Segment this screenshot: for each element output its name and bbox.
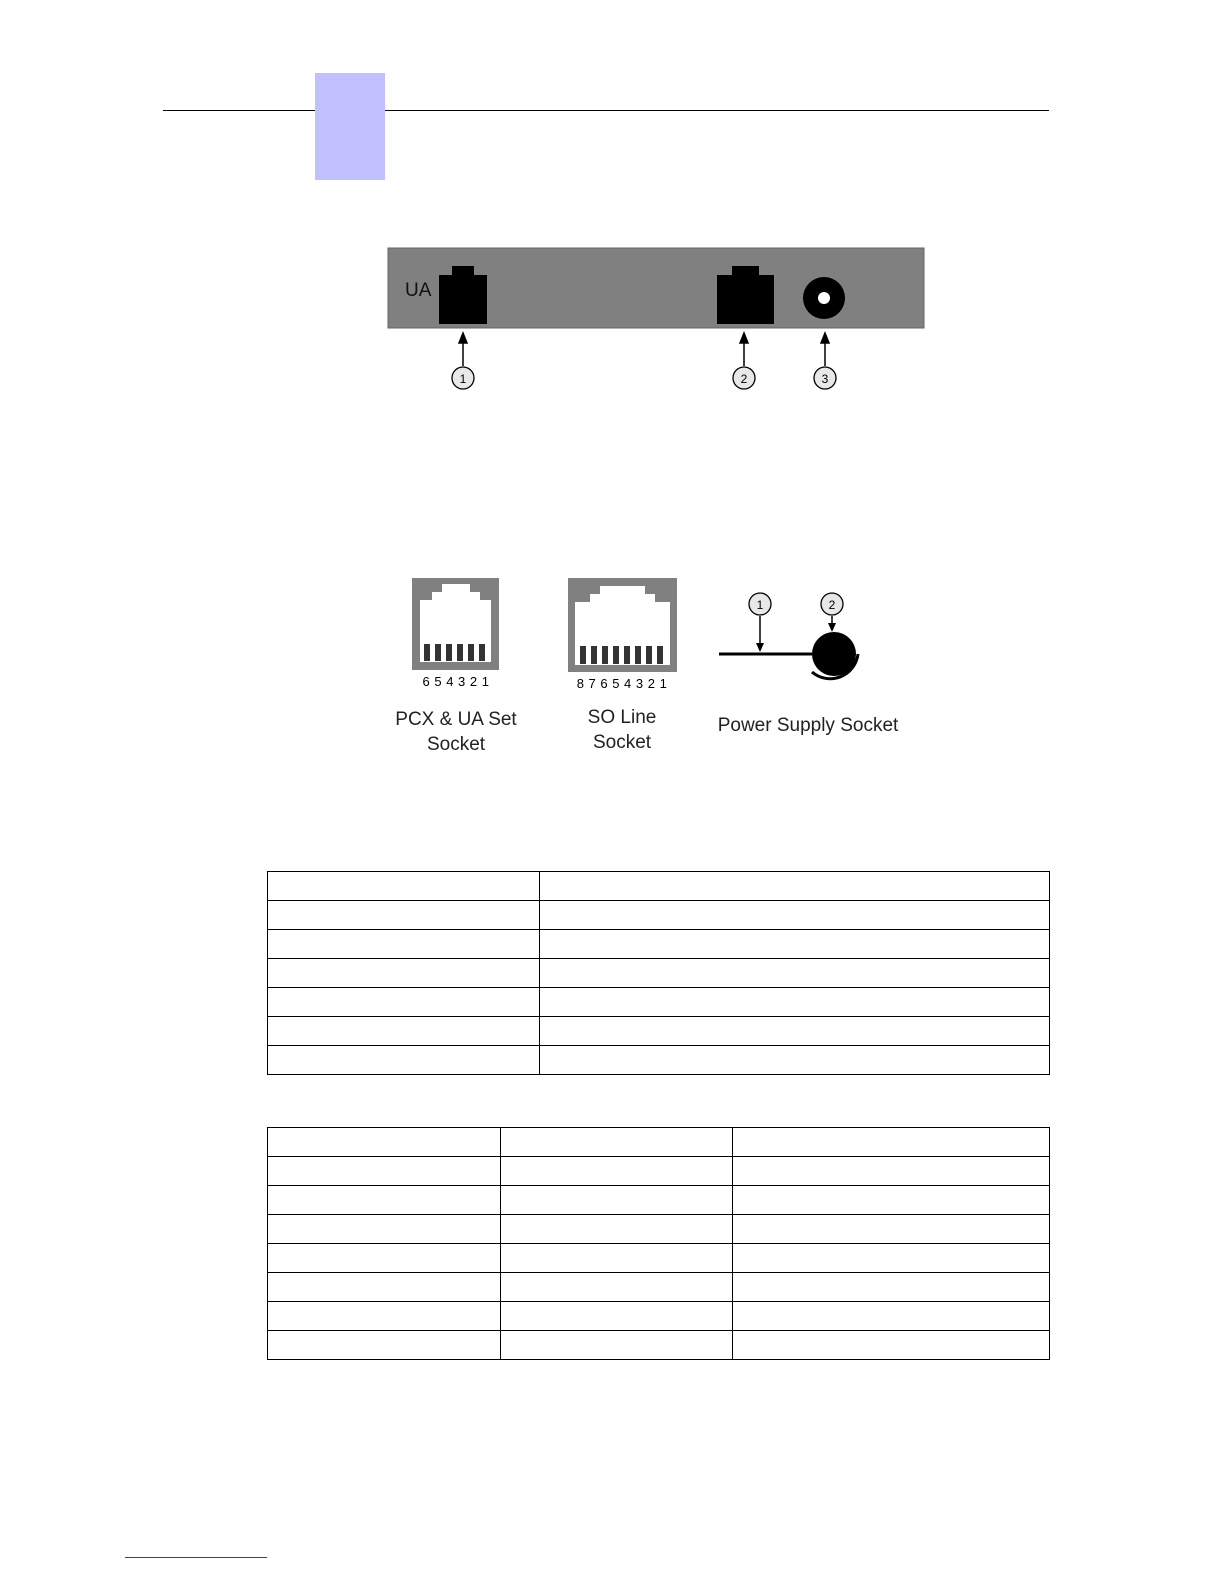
table-1 [267, 871, 1050, 1075]
so-label-line2: Socket [592, 732, 652, 753]
so-label-line1: SO Line [587, 707, 657, 728]
footer-link[interactable] [125, 1557, 267, 1558]
table-cell [501, 1128, 733, 1157]
table-cell [501, 1215, 733, 1244]
table-cell [268, 1331, 501, 1360]
so-line-socket-icon [568, 578, 677, 672]
table-row [268, 1046, 1050, 1075]
arrow-1-icon [459, 333, 467, 343]
table-cell [501, 1186, 733, 1215]
table-cell [733, 1186, 1050, 1215]
table-cell [268, 1186, 501, 1215]
table-cell [268, 959, 540, 988]
socket-pinout-figure [0, 560, 1224, 770]
table-cell [540, 901, 1050, 930]
table-row [268, 988, 1050, 1017]
table-cell [733, 1331, 1050, 1360]
power-callout-1 [749, 593, 771, 615]
table-cell [501, 1244, 733, 1273]
callout-1 [452, 367, 474, 389]
svg-text:1: 1 [756, 598, 764, 612]
callout-2 [733, 367, 755, 389]
table-row [268, 930, 1050, 959]
power-supply-socket-icon [719, 616, 858, 679]
arrow-3-icon [821, 333, 829, 343]
table-cell [268, 1157, 501, 1186]
table-cell [268, 1273, 501, 1302]
table-cell [733, 1215, 1050, 1244]
table-row [268, 872, 1050, 901]
svg-text:3: 3 [821, 372, 829, 386]
table-cell [540, 1046, 1050, 1075]
table-cell [501, 1331, 733, 1360]
svg-text:1: 1 [459, 372, 467, 386]
panel-label-ua: UA [405, 280, 432, 301]
pcx-label-line2: Socket [426, 734, 486, 755]
table-row [268, 1215, 1050, 1244]
table-cell [268, 872, 540, 901]
table-cell [268, 930, 540, 959]
table-cell [733, 1128, 1050, 1157]
table-cell [540, 872, 1050, 901]
table-cell [268, 1244, 501, 1273]
power-callout-2 [821, 593, 843, 615]
table-cell [540, 930, 1050, 959]
table-cell [501, 1273, 733, 1302]
table-cell [268, 988, 540, 1017]
so-pin-numbers: 8 7 6 5 4 3 2 1 [576, 676, 668, 691]
table-cell [268, 1215, 501, 1244]
power-arrow-2-icon [828, 623, 836, 632]
table-cell [268, 1302, 501, 1331]
pcx-socket-icon [412, 578, 499, 670]
rear-panel-figure [0, 0, 1224, 420]
table-cell [540, 1017, 1050, 1046]
table-cell [501, 1157, 733, 1186]
table-row [268, 1017, 1050, 1046]
pcx-pin-numbers: 6 5 4 3 2 1 [422, 674, 490, 689]
table-row [268, 1157, 1050, 1186]
callout-3 [814, 367, 836, 389]
table-cell [540, 959, 1050, 988]
table-cell [268, 1046, 540, 1075]
table-row [268, 959, 1050, 988]
table-row [268, 1186, 1050, 1215]
table-row [268, 1244, 1050, 1273]
table-cell [733, 1244, 1050, 1273]
table-row [268, 901, 1050, 930]
table-cell [733, 1302, 1050, 1331]
svg-text:2: 2 [828, 598, 836, 612]
svg-text:2: 2 [740, 372, 748, 386]
arrow-2-icon [740, 333, 748, 343]
table-cell [733, 1157, 1050, 1186]
pcx-label-line1: PCX & UA Set [395, 709, 517, 730]
table-cell [733, 1273, 1050, 1302]
table-row [268, 1273, 1050, 1302]
table-row [268, 1128, 1050, 1157]
table-cell [501, 1302, 733, 1331]
table-cell [540, 988, 1050, 1017]
power-socket-icon [803, 277, 845, 319]
table-2 [267, 1127, 1050, 1360]
table-cell [268, 901, 540, 930]
power-arrow-1-icon [756, 643, 764, 652]
table-cell [268, 1128, 501, 1157]
power-label: Power Supply Socket [717, 715, 899, 736]
table-row [268, 1331, 1050, 1360]
table-row [268, 1302, 1050, 1331]
table-cell [268, 1017, 540, 1046]
